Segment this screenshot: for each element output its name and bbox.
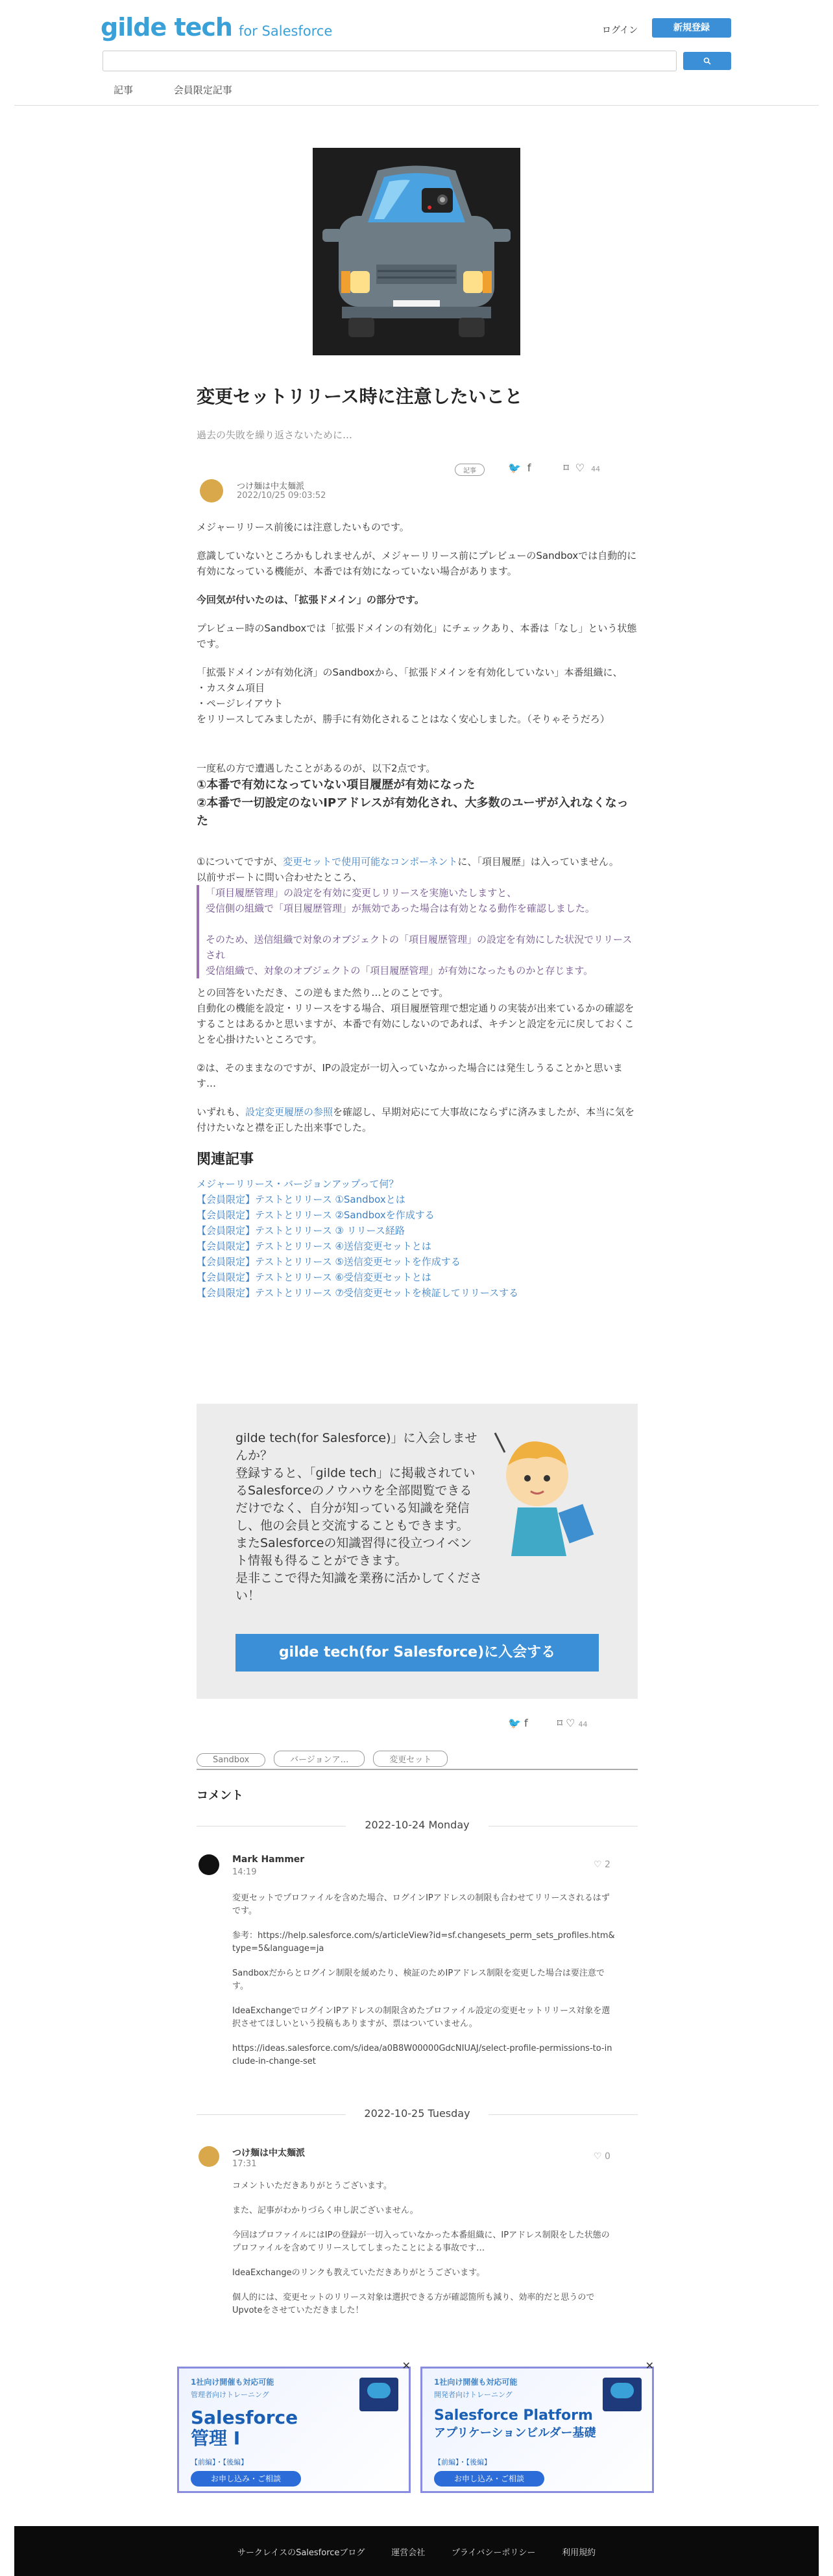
bottom-share-bar: [197, 1717, 638, 1734]
tag-list: [197, 1751, 453, 1767]
heart-icon[interactable]: ♡: [566, 1717, 575, 1729]
text: 受信側の組織で「項目履歴管理」が無効であった場合は有効となる動作を確認しました。: [206, 903, 595, 914]
login-link[interactable]: ログイン: [602, 25, 638, 36]
related-heading: 関連記事: [197, 1152, 254, 1168]
comment-date-separator: 2022-10-24 Monday: [197, 1819, 638, 1831]
comment-paragraph: Sandboxだからとログイン制限を緩めたり、検証のためIPアドレス制限を変更した場合は要注意です。: [232, 1968, 605, 1991]
related-link[interactable]: 【会員限定】テストとリリース ⑤送信変更セットを作成する: [197, 1256, 461, 1268]
comment-paragraph: IdeaExchangeのリンクも教えていただきありがとうございます。: [232, 2268, 485, 2278]
comment: [197, 2146, 638, 2341]
related-link[interactable]: 【会員限定】テストとリリース ④送信変更セットとは: [197, 1240, 431, 1252]
bookmark-icon[interactable]: ⌑: [563, 462, 569, 474]
site-logo[interactable]: [101, 13, 332, 41]
text: ・カスタム項目: [197, 682, 265, 694]
ad-apply-button[interactable]: お申し込み・ご相談: [434, 2471, 544, 2487]
ad-title: [191, 2407, 298, 2449]
comment-paragraph: IdeaExchangeでログインIPアドレスの制限含めたプロファイル設定の変更セットリリース対象を選択させてほしいという投稿もありますが、票はついていません。: [232, 2006, 610, 2029]
text: 自動化の機能を設定・リリースをする場合、項目履歴管理で想定通りの実装が出来ているかの確認をすることはあるかと思いますが、本番で有効にしないのであれば、キチンと設定を元に戻しておくことを心掛けたいところです。: [197, 1002, 634, 1045]
facebook-icon[interactable]: f: [524, 1717, 528, 1729]
article-subtitle: 過去の失敗を繰り返さないために…: [197, 429, 353, 441]
nav-tabs: [114, 83, 270, 97]
search-input[interactable]: [103, 51, 677, 71]
text: との回答をいただき、この逆もまた然り…とのことです。: [197, 987, 449, 998]
comment-time: 17:31: [232, 2159, 257, 2169]
text: をリリースしてみましたが、勝手に有効化されることはなく安心しました。（そりゃそうだろ）: [197, 713, 610, 725]
ad-banner-admin[interactable]: [177, 2359, 411, 2493]
tab-articles[interactable]: 記事: [114, 84, 134, 96]
comment-like-count: 0: [605, 2151, 610, 2162]
ad-banners: [177, 2359, 657, 2496]
site-header: [0, 0, 833, 107]
avatar[interactable]: [199, 1854, 219, 1875]
paragraph: [197, 665, 638, 727]
paragraph: 今回気が付いたのは、「拡張ドメイン」の部分です。: [197, 594, 424, 606]
text: そのため、送信組織で対象のオブジェクトの「項目履歴管理」の設定を有効にした状況でリリースされ: [206, 934, 633, 961]
comment: [197, 1854, 638, 2088]
ad-banner-developer[interactable]: [420, 2359, 654, 2493]
text: 「拡張ドメインが有効化済」のSandboxから、「拡張ドメインを有効化していない」本番組織に、: [197, 667, 623, 678]
article-body: [197, 519, 638, 1301]
twitter-icon[interactable]: 🐦: [508, 462, 521, 474]
heart-icon: ♡: [594, 2151, 602, 2162]
ad-tag: 1社向け開催も対応可能: [434, 2378, 518, 2387]
close-icon[interactable]: ✕: [645, 2359, 654, 2372]
publish-date: 2022/10/25 09:03:52: [237, 491, 326, 501]
ad-title-line: アプリケーションビルダー基礎: [434, 2426, 596, 2440]
author-block: [197, 479, 638, 510]
ad-apply-button[interactable]: お申し込み・ご相談: [191, 2471, 301, 2487]
join-button[interactable]: gilde tech(for Salesforce)に入会する: [235, 1634, 599, 1672]
tag[interactable]: バージョンア…: [274, 1751, 365, 1767]
text: 一度私の方で遭遇したことがあるのが、以下2点です。: [197, 762, 436, 774]
text: 「項目履歴管理」の設定を有効に変更しリリースを実施いたしますと、: [206, 887, 517, 899]
related-link[interactable]: 【会員限定】テストとリリース ⑥受信変更セットとは: [197, 1271, 431, 1283]
ad-sub: 【前編】・【後編】: [191, 2458, 248, 2466]
ad-title-line: 管理 I: [191, 2428, 241, 2449]
heart-icon[interactable]: ♡: [575, 462, 585, 474]
ad-title-line: Salesforce Platform: [434, 2407, 593, 2424]
twitter-icon[interactable]: 🐦: [508, 1717, 521, 1729]
comment-paragraph: 今回はプロファイルにはIPの登録が一切入っていなかった本番組織に、IPアドレス制限をした状態のプロファイルを含めてリリースしてしまったことによる事故です…: [232, 2230, 610, 2253]
register-button[interactable]: 新規登録: [652, 18, 731, 38]
related-link[interactable]: 【会員限定】テストとリリース ②Sandboxを作成する: [197, 1209, 435, 1221]
salesforce-logo-icon: [359, 2378, 398, 2411]
divider: [197, 1769, 638, 1770]
ad-subtag: 開発者向けトレーニング: [434, 2391, 513, 2399]
text: ①本番で有効になっていない項目履歴が有効になった: [197, 778, 476, 792]
heart-icon: ♡: [594, 1860, 602, 1870]
like-count: 44: [578, 1720, 588, 1729]
comment-paragraph: また、記事がわかりづらく申し訳ございません。: [232, 2206, 418, 2216]
paragraph: [197, 1104, 638, 1135]
support-quote: [197, 885, 638, 978]
text: ①についてですが、: [197, 856, 284, 868]
related-link[interactable]: 【会員限定】テストとリリース ⑦受信変更セットを検証してリリースする: [197, 1287, 519, 1299]
article-type-badge: 記事: [455, 464, 485, 476]
text: 以前サポートに問い合わせたところ、: [197, 871, 363, 883]
components-link[interactable]: 変更セットで使用可能なコンポーネント: [283, 856, 458, 868]
paragraph: [197, 985, 638, 1047]
bookmark-icon[interactable]: ⌑: [557, 1717, 562, 1729]
related-link[interactable]: 【会員限定】テストとリリース ③ リリース経路: [197, 1225, 405, 1236]
article-content: [197, 376, 638, 1301]
author-name[interactable]: つけ麺は中太麺派: [237, 482, 305, 491]
comment-body: [232, 2180, 615, 2329]
comment-paragraph: 個人的には、変更セットのリリース対象は選択できる方が確認箇所も減り、効率的だと思うのでUpvoteをさせていただきました！: [232, 2293, 595, 2315]
comment-paragraph: 参考：https://help.salesforce.com/s/articleView?id=sf.changesets_perm_sets_profiles.htm&type=5&language=ja: [232, 1931, 615, 1954]
text: いずれも、: [197, 1106, 246, 1118]
ad-subtag: 管理者向けトレーニング: [191, 2391, 269, 2399]
article-hero-image: [313, 148, 520, 355]
like-count: 44: [591, 465, 601, 473]
comment-author[interactable]: つけ麺は中太麺派: [232, 2148, 305, 2158]
comment-time: 14:19: [232, 1867, 257, 1877]
signup-cta: [197, 1404, 638, 1699]
logo-main: gilde tech: [101, 13, 232, 41]
article-meta: [197, 460, 638, 479]
comment-like[interactable]: [594, 2151, 610, 2162]
related-link[interactable]: 【会員限定】テストとリリース ①Sandboxとは: [197, 1194, 405, 1205]
avatar[interactable]: [200, 479, 223, 502]
comment-author[interactable]: Mark Hammer: [232, 1854, 305, 1865]
comment-like[interactable]: [594, 1860, 610, 1870]
search-button[interactable]: [683, 52, 731, 70]
text: に、「項目履歴」は入っていません。: [457, 856, 619, 868]
comment-paragraph: https://ideas.salesforce.com/s/idea/a0B8W00000GdcNIUAJ/select-profile-permissions-to-include-in-change-set: [232, 2044, 612, 2066]
comment-paragraph: 変更セットでプロファイルを含めた場合、ログインIPアドレスの制限も合わせてリリースされるはずです。: [232, 1893, 610, 1916]
paragraph: 意識していないところかもしれませんが、メジャーリリース前にプレビューのSandboxでは自動的に有効になっている機能が、本番では有効になっていない場合があります。: [197, 550, 637, 577]
paragraph: ②は、そのままなのですが、IPの設定が一切入っていなかった場合には発生しうることかと思います…: [197, 1062, 623, 1089]
search-icon: [703, 57, 711, 65]
footer-link-terms[interactable]: 利用規約: [562, 2548, 596, 2558]
facebook-icon[interactable]: f: [527, 462, 531, 474]
article-title: 変更セットリリース時に注意したいこと: [197, 386, 523, 407]
footer-link-privacy[interactable]: プライバシーポリシー: [451, 2548, 536, 2558]
paragraph: [197, 761, 638, 831]
tag[interactable]: Sandbox: [197, 1753, 265, 1767]
comment-like-count: 2: [605, 1860, 610, 1870]
logo-sub: for Salesforce: [238, 23, 333, 39]
ad-sub: 【前編】・【後編】: [434, 2458, 491, 2466]
paragraph: プレビュー時のSandboxでは「拡張ドメインの有効化」にチェックあり、本番は「なし」という状態です。: [197, 622, 637, 650]
paragraph: [197, 854, 638, 885]
salesforce-logo-icon: [603, 2378, 642, 2411]
site-footer: [14, 2526, 819, 2576]
setup-audit-link[interactable]: 設定変更履歴の参照: [245, 1106, 333, 1118]
tag[interactable]: 変更セット: [373, 1751, 448, 1767]
close-icon[interactable]: ✕: [402, 2359, 411, 2372]
tab-members-only[interactable]: 会員限定記事: [173, 84, 232, 96]
text: ・ページレイアウト: [197, 698, 284, 709]
avatar[interactable]: [199, 2146, 219, 2167]
text: 受信組織で、対象のオブジェクトの「項目履歴管理」が有効になったものかと存じます。: [206, 965, 594, 976]
header-divider: [14, 105, 819, 106]
related-list: [197, 1176, 638, 1301]
comment-date-separator: 2022-10-25 Tuesday: [197, 2107, 638, 2120]
cta-text: gilde tech(for Salesforce)」に入会しませんか？ 登録すると、「gilde tech」に掲載されているSalesforceのノウハウを全部閲覧できるだけでなく、自分が知っている知識を発信し、他の会員と交流することもできます。 またSalesforceの知識習得に役立つイベント情報も得ることができます。 是非ここで得た知識を業務に活かしてください！: [235, 1431, 483, 1603]
comment-body: [232, 1892, 615, 2080]
footer-link-blog[interactable]: サークレイスのSalesforceブログ: [237, 2548, 365, 2558]
related-link[interactable]: メジャーリリース・バージョンアップって何？: [197, 1178, 399, 1190]
footer-link-company[interactable]: 運営会社: [391, 2548, 426, 2558]
mascot-illustration: [492, 1430, 609, 1566]
text: ②本番で一切設定のないIPアドレスが有効化され、大多数のユーザが入れなくなった: [197, 796, 629, 828]
comments-heading: コメント: [197, 1789, 243, 1802]
text: を確認し、早期対応にて大事故にならずに済みましたが、本当に気を付けたいなと襟を正した出来事でした。: [197, 1106, 635, 1133]
ad-tag: 1社向け開催も対応可能: [191, 2378, 274, 2387]
comment-paragraph: コメントいただきありがとうございます。: [232, 2181, 392, 2191]
paragraph: メジャーリリース前後には注意したいものです。: [197, 521, 409, 533]
ad-title-line: Salesforce: [191, 2407, 298, 2428]
share-bar: [508, 462, 607, 474]
ad-title: [434, 2407, 596, 2442]
